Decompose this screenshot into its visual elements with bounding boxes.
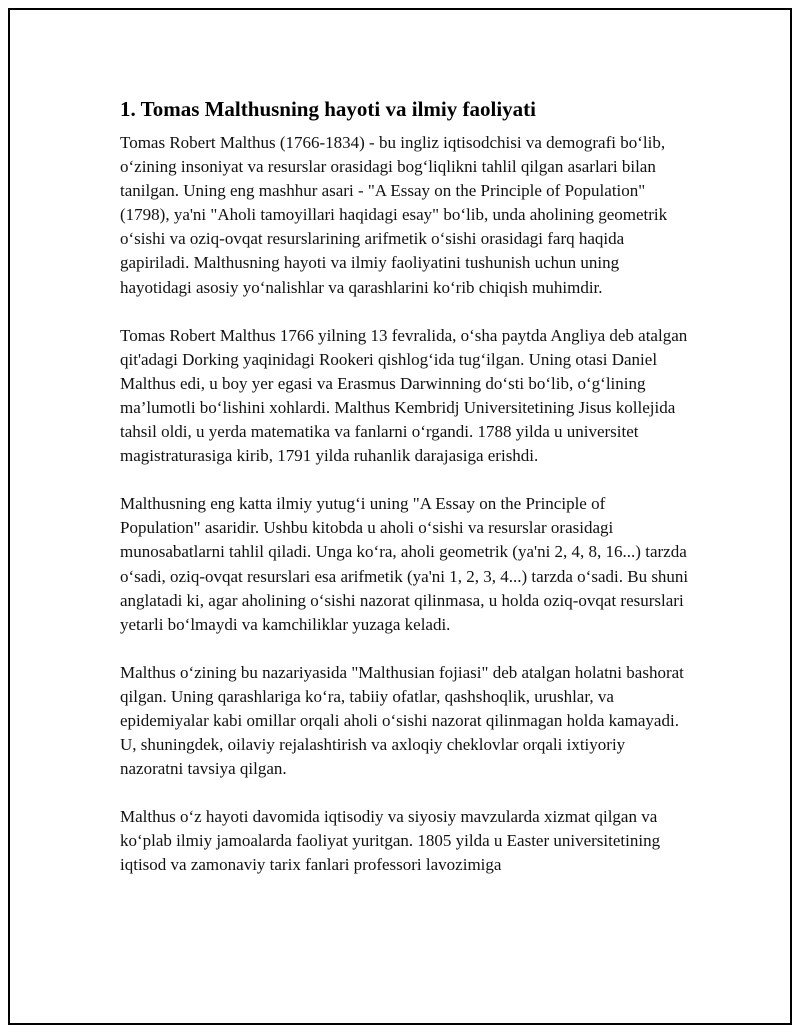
paragraph-2: Tomas Robert Malthus 1766 yilning 13 fevralida, o‘sha paytda Angliya deb atalgan qit'adagi Dorking yaqinidagi Rookeri qishlog‘ida tug‘ilgan. Uning otasi Daniel Malthus edi, u boy yer egasi va Erasmus Darwinning do‘sti bo‘lib, o‘g‘lining ma’lumotli bo‘lishini xohlardi. Malthus Kembridj Universitetining Jisus kollejida tahsil oldi, u yerda matematika va fanlarni o‘rgandi. 1788 yilda u universitet magistraturasiga kirib, 1791 yilda ruhanlik darajasiga erishdi. — [120, 325, 688, 466]
paragraph-1: Tomas Robert Malthus (1766-1834) - bu ingliz iqtisodchisi va demografi bo‘lib, o‘zining insoniyat va resurslar orasidagi bog‘liqlikni tahlil qilgan asarlari bilan tanilgan. Uning eng mashhur asari - "A Essay on the Principle of Population" (1798), ya'ni "Aholi tamoyillari haqidagi esay" bo‘lib, unda aholining geometrik o‘sishi va oziq-ovqat resurslarining arifmetik o‘sishi orasidagi farq haqida gapiriladi. Malthusning hayoti va ilmiy faoliyatini tushunish uchun uning hayotidagi asosiy yo‘nalishlar va qarashlarini ko‘rib chiqish muhimdir. — [120, 133, 668, 297]
paragraph-4: Malthus o‘zining bu nazariyasida "Malthusian fojiasi" deb atalgan holatni bashorat qilgan. Uning qarashlariga ko‘ra, tabiiy ofatlar, qashshoqlik, urushlar, va epidemiyalar kabi omillar orqali aholi o‘sishi nazorat qilinmagan holda kamayadi. U, shuningdek, oilaviy rejalashtirish va axloqiy cheklovlar orqali ixtiyoriy nazoratni tavsiya qilgan. — [120, 662, 684, 779]
section-heading: 1. Tomas Malthusning hayoti va ilmiy faoliyati — [120, 97, 536, 121]
paragraph-3: Malthusning eng katta ilmiy yutug‘i uning "A Essay on the Principle of Population" asaridir. Ushbu kitobda u aholi o‘sishi va resurslar orasidagi munosabatlarni tahlil qiladi. Unga ko‘ra, aholi geometrik (ya'ni 2, 4, 8, 16...) tarzda o‘sadi, oziq-ovqat resurslari esa arifmetik (ya'ni 1, 2, 3, 4...) tarzda o‘sadi. Bu shuni anglatadi ki, agar aholining o‘sishi nazorat qilinmasa, u holda oziq-ovqat resurslari yetarli bo‘lmaydi va kamchiliklar yuzaga keladi. — [120, 494, 689, 634]
document-body — [120, 96, 690, 902]
page-frame — [8, 8, 792, 1025]
paragraph-5: Malthus o‘z hayoti davomida iqtisodiy va siyosiy mavzularda xizmat qilgan va ko‘plab ilmiy jamoalarda faoliyat yuritgan. 1805 yilda u Easter universitetining iqtisod va zamonaviy tarix fanlari professori lavozimiga — [120, 807, 661, 875]
